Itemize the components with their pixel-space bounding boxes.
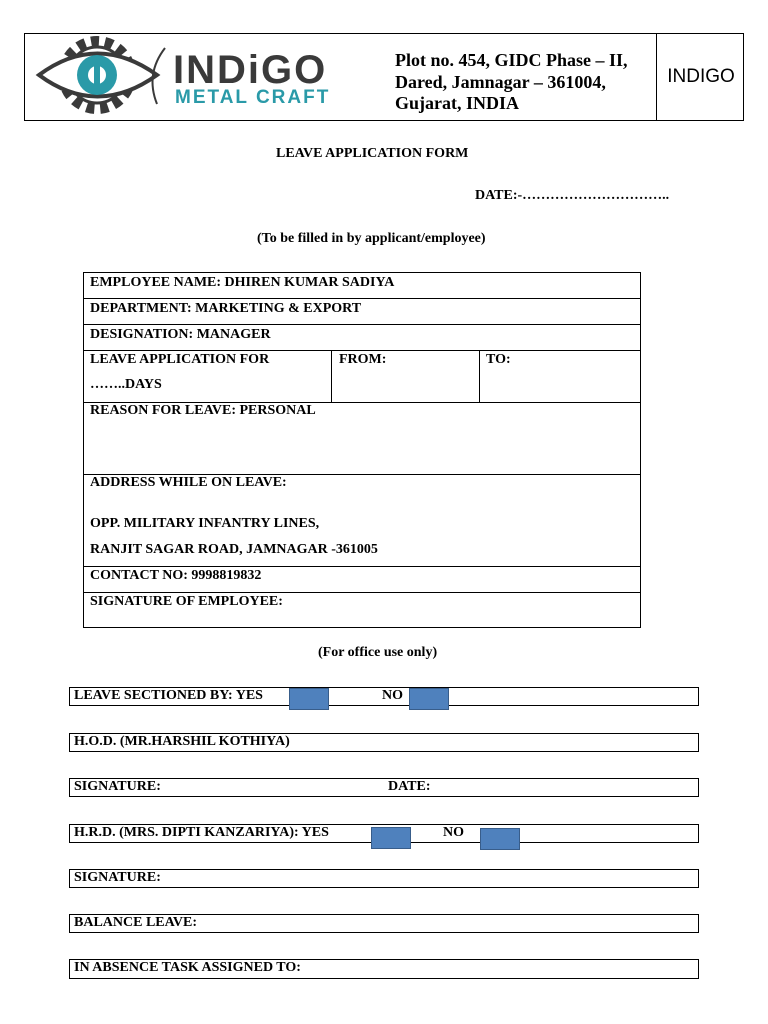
company-address xyxy=(389,34,657,120)
hrd-signature-field[interactable]: SIGNATURE: xyxy=(74,870,161,885)
company-logo xyxy=(25,34,389,120)
reason-row xyxy=(84,403,640,475)
address-line-2: Dared, Jamnagar – 361004, xyxy=(395,72,606,92)
sanction-yes-checkbox[interactable] xyxy=(289,688,329,710)
eye-icon xyxy=(39,54,157,97)
to-date-field[interactable]: TO: xyxy=(486,352,511,367)
hod-field[interactable]: H.O.D. (MR.HARSHIL KOTHIYA) xyxy=(74,734,290,749)
hrd-signature-row xyxy=(69,869,699,888)
brand-cell xyxy=(656,34,745,120)
applicant-note: (To be filled in by applicant/employee) xyxy=(257,231,486,246)
hrd-no-checkbox[interactable] xyxy=(480,828,520,850)
address-row xyxy=(84,475,640,567)
address-line-1-field[interactable]: OPP. MILITARY INFANTRY LINES, xyxy=(90,516,320,531)
signature-row xyxy=(84,593,640,627)
employee-name-field[interactable]: EMPLOYEE NAME: DHIREN KUMAR SADIYA xyxy=(90,275,395,290)
sanctioned-by-label: LEAVE SECTIONED BY: YES xyxy=(74,688,263,703)
hod-date-field[interactable]: DATE: xyxy=(388,779,431,794)
address-line-2-field[interactable]: RANJIT SAGAR ROAD, JAMNAGAR -361005 xyxy=(90,542,378,557)
address-label: ADDRESS WHILE ON LEAVE: xyxy=(90,475,287,490)
hod-signature-field[interactable]: SIGNATURE: xyxy=(74,779,161,794)
contact-row xyxy=(84,567,640,593)
sanction-no-label: NO xyxy=(382,688,403,703)
absence-task-field[interactable]: IN ABSENCE TASK ASSIGNED TO: xyxy=(74,960,301,975)
column-divider xyxy=(479,351,480,402)
department-field[interactable]: DEPARTMENT: MARKETING & EXPORT xyxy=(90,301,362,316)
leave-days-field[interactable]: ……..DAYS xyxy=(90,377,162,392)
sanction-no-checkbox[interactable] xyxy=(409,688,449,710)
reason-field[interactable]: REASON FOR LEAVE: PERSONAL xyxy=(90,403,316,418)
hrd-no-label: NO xyxy=(443,825,464,840)
employee-signature-field[interactable]: SIGNATURE OF EMPLOYEE: xyxy=(90,594,283,609)
address-line-1: Plot no. 454, GIDC Phase – II, xyxy=(395,50,628,70)
hod-row xyxy=(69,733,699,752)
contact-field[interactable]: CONTACT NO: 9998819832 xyxy=(90,568,262,583)
leave-days-label: LEAVE APPLICATION FOR xyxy=(90,352,270,367)
balance-leave-field[interactable]: BALANCE LEAVE: xyxy=(74,915,198,930)
balance-leave-row xyxy=(69,914,699,933)
hrd-yes-checkbox[interactable] xyxy=(371,827,411,849)
logo-tagline: METAL CRAFT xyxy=(175,87,331,108)
leave-application-table xyxy=(83,272,641,628)
address-line-3: Gujarat, INDIA xyxy=(395,93,519,113)
hod-signature-row xyxy=(69,778,699,797)
sanction-row xyxy=(69,687,699,706)
leave-period-row xyxy=(84,351,640,403)
hrd-row xyxy=(69,824,699,843)
letterhead xyxy=(24,33,744,121)
logo-wordmark: INDiGO xyxy=(173,48,328,92)
hrd-label: H.R.D. (MRS. DIPTI KANZARIYA): YES xyxy=(74,825,329,840)
office-use-note: (For office use only) xyxy=(318,645,438,660)
absence-task-row xyxy=(69,959,699,979)
employee-name-row xyxy=(84,273,640,299)
form-title: LEAVE APPLICATION FORM xyxy=(276,146,469,161)
department-row xyxy=(84,299,640,325)
designation-field[interactable]: DESIGNATION: MANAGER xyxy=(90,327,271,342)
column-divider xyxy=(331,351,332,402)
designation-row xyxy=(84,325,640,351)
brand-name: INDIGO xyxy=(667,66,735,87)
date-line: DATE:-………………………….. xyxy=(475,188,670,203)
from-date-field[interactable]: FROM: xyxy=(339,352,387,367)
